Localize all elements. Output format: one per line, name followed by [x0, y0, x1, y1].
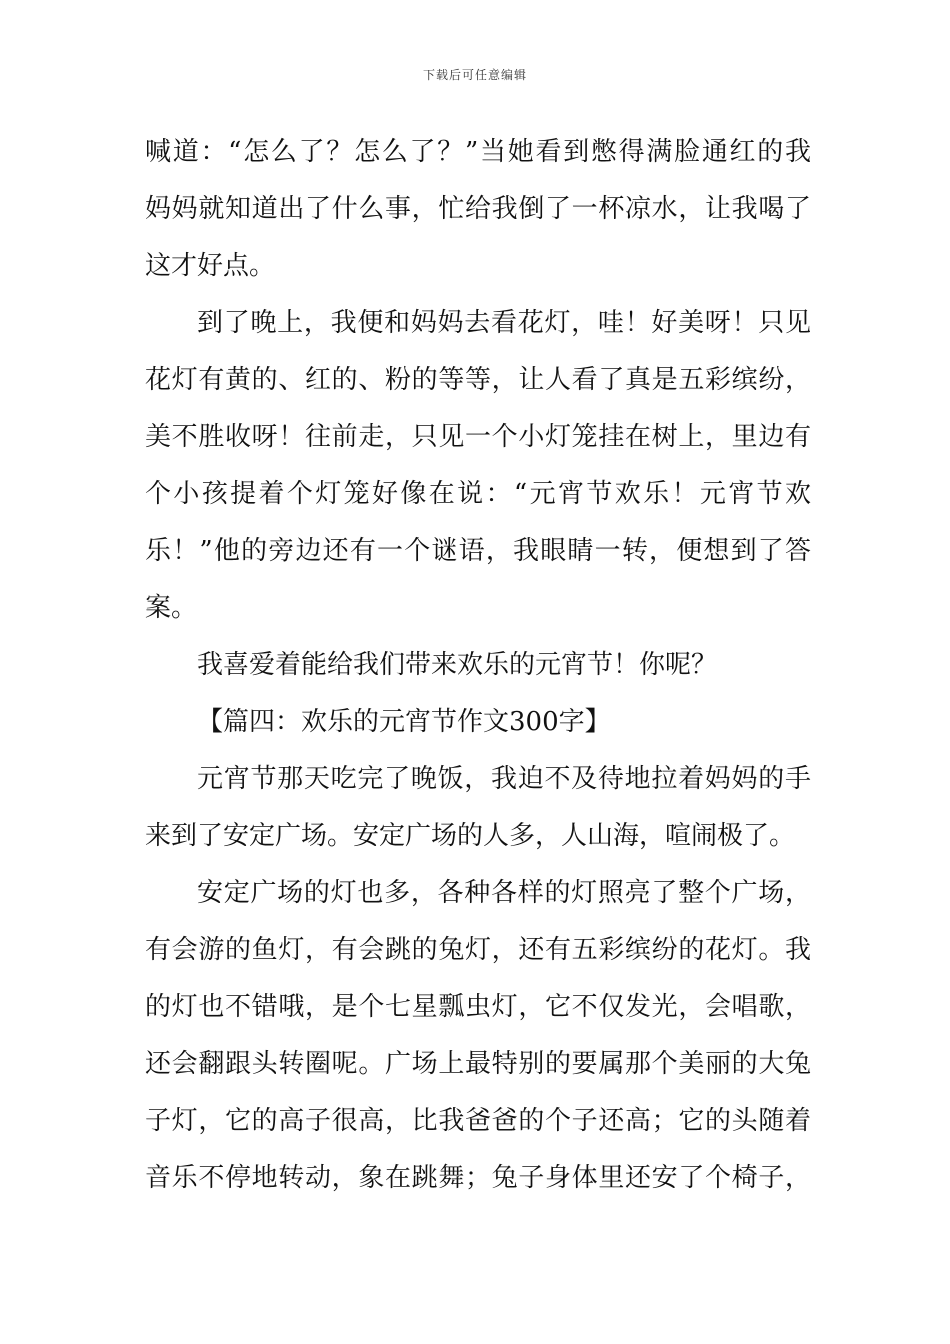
text-line: 安定广场的灯也多，各种各样的灯照亮了整个广场， — [197, 878, 811, 908]
text-line: 花灯有黄的、红的、粉的等等，让人看了真是五彩缤纷， — [145, 365, 811, 395]
section-heading: 【篇四：欢乐的元宵节作文300字】 — [197, 707, 611, 737]
text-line: 喊道：“怎么了？怎么了？”当她看到憋得满脸通红的我 — [145, 137, 811, 167]
text-line: 子灯，它的高子很高，比我爸爸的个子还高；它的头随着 — [145, 1106, 811, 1136]
text-line: 有会游的鱼灯，有会跳的兔灯，还有五彩缤纷的花灯。我 — [145, 935, 811, 965]
text-line: 美不胜收呀！往前走，只见一个小灯笼挂在树上，里边有 — [145, 422, 811, 452]
text-line: 音乐不停地转动，象在跳舞；兔子身体里还安了个椅子， — [145, 1163, 811, 1193]
text-line: 到了晚上，我便和妈妈去看花灯，哇！好美呀！只见 — [197, 308, 811, 338]
page-header: 下载后可任意编辑 — [422, 68, 527, 82]
text-line: 妈妈就知道出了什么事，忙给我倒了一杯凉水，让我喝了 — [145, 194, 811, 224]
text-line: 案。 — [145, 593, 198, 623]
text-line: 还会翻跟头转圈呢。广场上最特别的要属那个美丽的大兔 — [145, 1049, 811, 1079]
text-line: 个小孩提着个灯笼好像在说：“元宵节欢乐！元宵节欢 — [145, 479, 811, 509]
text-line: 来到了安定广场。安定广场的人多，人山海，喧闹极了。 — [145, 821, 796, 851]
text-line: 我喜爱着能给我们带来欢乐的元宵节！你呢？ — [197, 650, 718, 680]
text-line: 乐！”他的旁边还有一个谜语，我眼睛一转，便想到了答 — [145, 536, 811, 566]
document-body — [145, 124, 811, 1207]
text-line: 的灯也不错哦，是个七星瓢虫灯，它不仅发光，会唱歌， — [145, 992, 811, 1022]
text-line: 这才好点。 — [145, 251, 276, 281]
text-line: 元宵节那天吃完了晚饭，我迫不及待地拉着妈妈的手 — [197, 764, 811, 794]
